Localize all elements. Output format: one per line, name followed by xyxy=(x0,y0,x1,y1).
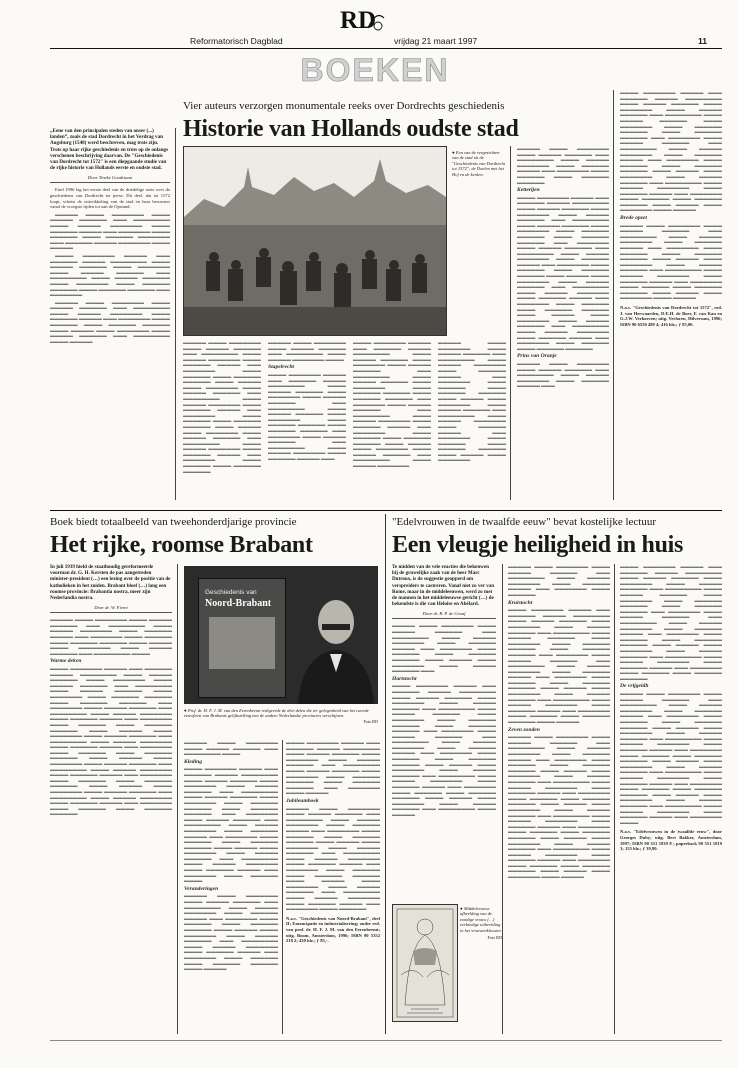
caption-bullet-icon: ● xyxy=(460,906,464,911)
article-dordrecht-body-col3: ▬▬▬▬▬ ▬▬▬▬ ▬▬▬▬▬▬▬ ▬▬▬▬ ▬▬▬▬▬ ▬▬▬▬▬▬ ▬▬▬ ▬▬▬▬▬▬▬▬ ▬▬▬▬ ▬▬▬▬▬ ▬▬▬▬▬▬▬ ▬▬▬▬ Stapelrecht ▬▬▬▬ ▬▬▬▬▬▬▬ ▬▬▬▬▬ ▬▬▬ ▬▬▬▬▬▬ ▬▬▬▬▬ ▬▬▬▬▬▬▬▬ ▬▬▬▬ ▬▬▬▬▬ ▬▬▬▬▬▬ ▬▬▬▬ ▬▬▬▬▬▬▬ ▬▬▬▬ ▬▬▬▬▬ ▬▬▬▬▬▬ ▬▬▬ ▬▬▬▬▬▬▬▬ ▬▬▬▬ ▬▬▬▬▬ ▬▬▬▬▬▬ ▬▬▬▬ ▬▬▬▬▬▬▬ ▬▬▬▬ ▬▬▬▬▬▬ ▬▬▬▬▬▬ ▬▬▬▬ ▬▬▬▬▬▬ ▬▬▬▬▬▬ ▬▬▬ ▬▬▬▬▬▬▬ ▬▬▬▬ ▬▬▬▬▬ ▬▬▬▬▬▬ ▬▬▬ ▬▬▬▬▬▬▬▬ ▬▬▬▬ ▬▬▬▬▬ ▬▬▬▬▬▬▬ ▬▬▬▬ ▬▬▬▬▬▬ ▬▬▬▬▬ ▬▬▬ xyxy=(268,340,346,461)
article-brabant-kicker: Boek biedt totaalbeeld van tweehonderdjarige provincie xyxy=(50,516,297,528)
article-edelvrouwen-book-info: N.a.v. "Edelvrouwen in de twaalfde eeuw", door Georges Duby; uitg. Bert Bakker, Amsterdam, 1997; ISBN 90 351 1839 8 ; paperback 90 351 1819 3; 155 blz.; ƒ 39,90. xyxy=(620,829,722,852)
article-separator xyxy=(385,514,386,1034)
book-cover-title: Noord-Brabant xyxy=(205,598,272,609)
article-brabant-body-col3: ▬▬▬▬ ▬▬▬▬▬▬▬ ▬▬▬▬▬ ▬▬▬ ▬▬▬▬▬▬ ▬▬▬▬▬ ▬▬▬▬▬▬▬▬ ▬▬▬▬ ▬▬▬▬▬ ▬▬▬▬▬▬ ▬▬▬▬ ▬▬▬▬▬▬▬ ▬▬▬▬ ▬▬▬▬▬ ▬▬▬▬▬▬ ▬▬▬ ▬▬▬▬▬▬▬▬ ▬▬▬▬ ▬▬▬▬▬ ▬▬▬▬▬▬ ▬▬▬▬ ▬▬▬▬▬▬▬ ▬▬▬▬ ▬▬▬▬▬▬ ▬▬▬▬▬▬ ▬▬▬▬ ▬▬▬▬▬▬ ▬▬▬▬▬▬ ▬▬▬ ▬▬▬▬▬▬▬ ▬▬▬▬ ▬▬▬▬▬ Jubileumboek ▬▬▬▬▬ ▬▬▬▬ ▬▬▬▬▬▬▬ ▬▬▬▬ ▬▬▬▬▬ ▬▬▬▬▬▬ ▬▬▬ ▬▬▬▬▬▬▬▬ ▬▬▬▬ ▬▬▬▬▬ ▬▬▬▬▬▬▬ ▬▬▬▬ ▬▬▬▬▬▬ ▬▬▬▬▬ ▬▬▬ ▬▬▬▬▬▬▬ ▬▬▬▬ ▬▬▬▬▬▬ ▬▬▬▬ ▬▬▬▬▬▬ ▬▬▬▬▬▬ ▬▬▬▬ ▬▬▬▬▬ ▬▬▬▬ ▬▬▬▬▬▬▬ ▬▬▬▬ ▬▬▬▬▬ ▬▬▬▬▬▬ ▬▬▬ ▬▬▬▬▬▬▬▬ ▬▬▬▬ ▬▬▬▬▬ ▬▬▬▬▬▬▬ ▬▬▬▬ ▬▬▬▬▬▬ ▬▬▬▬▬ ▬▬▬ ▬▬▬▬▬▬▬ ▬▬▬▬ ▬▬▬▬▬▬ ▬▬▬▬ ▬▬▬▬▬▬ ▬▬▬▬▬▬ ▬▬▬▬ ▬▬▬▬▬ ▬▬▬▬ ▬▬▬▬▬▬▬ ▬▬▬▬ ▬▬▬▬▬ ▬▬▬▬▬▬ ▬▬▬ ▬▬▬▬▬▬▬▬ ▬▬▬▬ ▬▬▬▬▬ ▬▬▬▬▬▬▬ ▬▬▬▬ ▬▬▬▬▬▬ ▬▬▬▬▬ ▬▬▬ ▬▬▬▬▬▬▬ ▬▬▬▬ ▬▬▬▬▬▬ N.a.v. "Geschiedenis van Noord-Brabant", deel II; Emancipatie en industrialisering; onder red. van prof. dr. H. F. J. M. van den Eerenbeemt; uitg. Boom, Amsterdam, 1996; ISBN 90 5352 218 2; 430 blz.; ƒ 85,-. xyxy=(286,740,380,944)
subhead: Stapelrecht xyxy=(268,364,295,371)
column-rule xyxy=(175,128,176,500)
article-dordrecht-headline: Historie van Hollands oudste stad xyxy=(183,116,519,142)
column-rule xyxy=(502,564,503,1034)
newspaper-logo xyxy=(338,4,386,34)
column-rule xyxy=(614,564,615,1034)
article-dordrecht xyxy=(50,90,722,510)
article-brabant xyxy=(50,514,380,1034)
article-edelvrouwen-body-col1: ▬▬▬▬▬ ▬▬▬▬ ▬▬▬▬▬▬▬ ▬▬▬▬ ▬▬▬▬▬ ▬▬▬▬▬▬ ▬▬▬ ▬▬▬▬▬▬▬▬ ▬▬▬▬ ▬▬▬▬▬ ▬▬▬▬▬▬▬ ▬▬▬▬ ▬▬▬▬▬▬ ▬▬▬▬▬ ▬▬▬ ▬▬▬▬▬▬▬ ▬▬▬▬ ▬▬▬▬▬▬ ▬▬▬▬ ▬▬▬▬▬▬ ▬▬▬▬▬▬ ▬▬▬▬ ▬▬▬▬▬ ▬▬▬▬ ▬▬▬▬▬▬▬ ▬▬▬▬ ▬▬▬▬▬ ▬▬▬▬▬▬ ▬▬▬ Hartstocht ▬▬▬▬ ▬▬▬▬▬▬▬ ▬▬▬▬▬ ▬▬▬ ▬▬▬▬▬▬ ▬▬▬▬▬ ▬▬▬▬▬▬▬▬ ▬▬▬▬ ▬▬▬▬▬ ▬▬▬▬▬▬ ▬▬▬▬ ▬▬▬▬▬▬▬ ▬▬▬▬ ▬▬▬▬▬ ▬▬▬▬▬▬ ▬▬▬ ▬▬▬▬▬▬▬▬ ▬▬▬▬ ▬▬▬▬▬ ▬▬▬▬▬▬ ▬▬▬▬ ▬▬▬▬▬▬▬ ▬▬▬▬ ▬▬▬▬▬▬ ▬▬▬▬▬▬ ▬▬▬▬ ▬▬▬▬▬▬ ▬▬▬▬▬▬ ▬▬▬ ▬▬▬▬▬▬▬ ▬▬▬▬ ▬▬▬▬▬ ▬▬▬▬▬▬ ▬▬▬ ▬▬▬▬▬▬▬▬ ▬▬▬▬ ▬▬▬▬▬ ▬▬▬▬▬▬▬ ▬▬▬▬ ▬▬▬▬▬▬ ▬▬▬▬▬ ▬▬▬ ▬▬▬▬▬▬▬ ▬▬▬▬ ▬▬▬▬▬▬ ▬▬▬▬ ▬▬▬▬▬▬ ▬▬▬▬▬▬ ▬▬▬▬ ▬▬▬▬▬ ▬▬▬▬ ▬▬▬▬▬▬▬ ▬▬▬▬ ▬▬▬▬▬ ▬▬▬▬▬▬ ▬▬▬ ▬▬▬▬▬▬▬▬ ▬▬▬▬ ▬▬▬▬▬ ▬▬▬▬▬▬▬ ▬▬▬▬ ▬▬▬▬▬▬ ▬▬▬▬▬ ▬▬▬ ▬▬▬▬▬▬▬ ▬▬▬▬ ▬▬▬▬▬▬ ▬▬▬▬ ▬▬▬▬▬▬ ▬▬▬▬▬▬ ▬▬▬▬ ▬▬▬▬▬ ▬▬▬▬ ▬▬▬▬▬▬▬ ▬▬▬▬ ▬▬▬▬▬ ▬▬▬▬▬▬ ▬▬▬ ▬▬▬▬▬▬▬▬ ▬▬▬▬ ▬▬▬▬▬ xyxy=(392,623,496,818)
subhead: Veranderingen xyxy=(184,885,219,892)
article-dordrecht-lead-column xyxy=(50,128,170,346)
article-dordrecht-body-col1: Eind 1996 lag het eerste deel van de driedelige serie over de geschiedenis van Dordrecht ter perse. Dit deel, dat tot 1572 loopt, schetst de ontwikkeling van de stad en haar bewoners vanaf de vroegste tijden tot aan de Opstand. ▬▬▬▬▬ ▬▬▬▬ ▬▬▬▬▬▬▬ ▬▬▬▬ ▬▬▬▬▬ ▬▬▬▬▬▬ ▬▬▬ ▬▬▬▬▬▬▬▬ ▬▬▬▬ ▬▬▬▬▬ ▬▬▬▬▬▬▬ ▬▬▬▬ ▬▬▬▬▬▬ ▬▬▬▬▬ ▬▬▬ ▬▬▬▬▬▬▬ ▬▬▬▬ ▬▬▬▬▬▬ ▬▬▬▬ ▬▬▬▬▬▬ ▬▬▬▬▬▬▬ ▬▬▬ ▬▬▬▬▬▬ ▬▬▬▬▬ ▬▬▬▬▬▬▬ ▬▬▬▬ ▬▬▬▬▬ ▬▬▬▬ ▬▬▬▬▬▬▬ ▬▬▬▬▬ ▬▬▬ ▬▬▬▬▬▬ ▬▬▬▬▬ ▬▬▬▬▬▬▬▬ ▬▬▬▬ ▬▬▬▬▬ ▬▬▬▬▬▬ ▬▬▬▬ ▬▬▬▬▬▬▬ ▬▬▬▬ ▬▬▬▬▬ ▬▬▬▬▬▬ ▬▬▬ ▬▬▬▬▬▬▬▬ ▬▬▬▬ ▬▬▬▬▬ ▬▬▬▬▬▬ ▬▬▬▬ ▬▬▬▬▬▬▬ ▬▬▬▬ ▬▬▬▬▬▬ ▬▬▬▬▬▬ ▬▬▬▬ ▬▬▬▬▬▬ ▬▬▬▬▬▬ ▬▬▬ ▬▬▬▬▬▬▬ ▬▬▬▬▬ ▬▬▬▬ ▬▬▬▬▬▬▬ ▬▬▬▬ ▬▬▬▬▬ ▬▬▬▬▬▬ ▬▬▬ ▬▬▬▬▬▬▬▬ ▬▬▬▬ ▬▬▬▬▬ ▬▬▬▬▬▬▬ ▬▬▬▬ ▬▬▬▬▬▬ ▬▬▬▬▬ ▬▬▬ ▬▬▬▬▬▬▬ ▬▬▬▬ ▬▬▬▬▬▬ ▬▬▬▬ ▬▬▬▬▬▬ ▬▬▬▬▬▬ ▬▬▬▬ ▬▬▬▬▬ ▬▬▬▬ ▬▬▬▬▬▬▬ ▬▬▬▬ ▬▬▬▬▬ ▬▬▬▬▬▬ ▬▬▬ ▬▬▬▬▬▬▬▬ ▬▬▬▬ ▬▬▬▬▬ xyxy=(50,187,170,344)
subhead: Ketterijen xyxy=(517,187,540,194)
caption-bullet-icon: ● xyxy=(452,150,456,155)
subhead: Kleding xyxy=(184,758,203,765)
article-dordrecht-kicker: Vier auteurs verzorgen monumentale reeks over Dordrechts geschiedenis xyxy=(183,100,505,112)
subhead: Warme deken xyxy=(50,658,82,665)
article-dordrecht-illustration xyxy=(183,146,447,336)
article-dordrecht-body-col2: ▬▬▬▬▬ ▬▬▬▬ ▬▬▬▬▬▬▬ ▬▬▬▬ ▬▬▬▬▬ ▬▬▬▬▬▬ ▬▬▬ ▬▬▬▬▬▬▬▬ ▬▬▬▬ ▬▬▬▬▬ ▬▬▬▬▬▬▬ ▬▬▬▬ ▬▬▬▬▬▬ ▬▬▬▬▬ ▬▬▬ ▬▬▬▬▬▬▬ ▬▬▬▬ ▬▬▬▬▬▬ ▬▬▬▬ ▬▬▬▬▬▬ ▬▬▬▬▬▬ ▬▬▬▬ ▬▬▬▬▬ ▬▬▬▬ ▬▬▬▬▬▬▬ ▬▬▬▬ ▬▬▬▬▬ ▬▬▬▬▬▬ ▬▬▬ ▬▬▬▬▬▬▬▬ ▬▬▬▬ ▬▬▬▬▬ ▬▬▬▬▬▬▬ ▬▬▬▬ ▬▬▬▬▬▬ ▬▬▬▬▬ ▬▬▬ ▬▬▬▬▬▬▬ ▬▬▬▬ ▬▬▬▬▬▬ ▬▬▬▬ ▬▬▬▬▬▬ ▬▬▬▬▬▬ ▬▬▬▬ ▬▬▬▬▬ ▬▬▬▬ ▬▬▬▬▬▬▬ ▬▬▬▬ ▬▬▬▬▬ ▬▬▬▬▬▬ ▬▬▬ ▬▬▬▬▬▬▬▬ ▬▬▬▬ ▬▬▬▬▬ ▬▬▬▬▬▬▬ ▬▬▬▬ ▬▬▬▬▬▬ ▬▬▬▬▬ ▬▬▬ ▬▬▬▬▬▬▬ ▬▬▬▬ ▬▬▬▬▬▬ ▬▬▬▬ ▬▬▬▬▬▬ ▬▬▬▬▬▬ xyxy=(183,340,261,474)
article-edelvrouwen-kicker: "Edelvrouwen in de twaalfde eeuw" bevat kostelijke lectuur xyxy=(392,516,657,528)
masthead-rule xyxy=(50,48,722,49)
article-dordrecht-body-col6: ▬▬▬▬▬ ▬▬▬▬ ▬▬▬▬▬▬▬ ▬▬▬▬ ▬▬▬▬▬ ▬▬▬▬▬▬ ▬▬▬ ▬▬▬▬▬▬▬▬ ▬▬▬▬ ▬▬▬▬▬ ▬▬▬▬▬▬▬ ▬▬▬▬ ▬▬▬▬▬▬ ▬▬▬▬▬ ▬▬▬ ▬▬▬▬▬▬▬ ▬▬▬▬ ▬▬▬▬▬▬ ▬▬▬▬ ▬▬▬▬▬▬ ▬▬▬▬▬▬ Ketterijen ▬▬▬▬ ▬▬▬▬▬▬▬ ▬▬▬▬▬ ▬▬▬ ▬▬▬▬▬▬ ▬▬▬▬▬ ▬▬▬▬▬▬▬▬ ▬▬▬▬ ▬▬▬▬▬ ▬▬▬▬▬▬ ▬▬▬▬ ▬▬▬▬▬▬▬ ▬▬▬▬ ▬▬▬▬▬ ▬▬▬▬▬▬ ▬▬▬ ▬▬▬▬▬▬▬▬ ▬▬▬▬ ▬▬▬▬▬ ▬▬▬▬▬▬ ▬▬▬▬ ▬▬▬▬▬▬▬ ▬▬▬▬ ▬▬▬▬▬▬ ▬▬▬▬▬▬ ▬▬▬▬ ▬▬▬▬▬▬ ▬▬▬▬▬▬ ▬▬▬ ▬▬▬▬▬▬▬ ▬▬▬▬ ▬▬▬▬▬ ▬▬▬▬▬▬ ▬▬▬ ▬▬▬▬▬▬▬▬ ▬▬▬▬ ▬▬▬▬▬ ▬▬▬▬▬▬▬ ▬▬▬▬ ▬▬▬▬▬▬ ▬▬▬▬▬ ▬▬▬ ▬▬▬▬▬▬▬ ▬▬▬▬ ▬▬▬▬▬▬ ▬▬▬▬ ▬▬▬▬▬▬ ▬▬▬▬▬▬ ▬▬▬▬ ▬▬▬▬▬ ▬▬▬▬ ▬▬▬▬▬▬▬ ▬▬▬▬ ▬▬▬▬▬ ▬▬▬▬▬▬ ▬▬▬ ▬▬▬▬▬▬▬▬ ▬▬▬▬ ▬▬▬▬▬ ▬▬▬▬▬▬▬ ▬▬▬▬ ▬▬▬▬▬▬ ▬▬▬▬▬ ▬▬▬ ▬▬▬▬▬▬▬ ▬▬▬▬ ▬▬▬▬▬▬ ▬▬▬▬ ▬▬▬▬▬▬ ▬▬▬▬▬▬ ▬▬▬▬ ▬▬▬▬▬ ▬▬▬▬ ▬▬▬▬▬▬▬ ▬▬▬▬ ▬▬▬▬▬ ▬▬▬▬▬▬ ▬▬▬ ▬▬▬▬▬▬▬▬ ▬▬▬▬ ▬▬▬▬▬ ▬▬▬▬▬▬▬ ▬▬▬▬ ▬▬▬▬▬▬ ▬▬▬▬▬ ▬▬▬ ▬▬▬▬▬▬▬ ▬▬▬▬ ▬▬▬▬▬▬ ▬▬▬▬ ▬▬▬▬▬▬ ▬▬▬▬▬▬ Prins van Oranje ▬▬▬▬▬ ▬▬▬▬ ▬▬▬▬▬▬▬ ▬▬▬▬ ▬▬▬▬▬ ▬▬▬▬▬▬ ▬▬▬ ▬▬▬▬▬▬▬▬ ▬▬▬▬ ▬▬▬▬▬ ▬▬▬▬▬▬▬ ▬▬▬▬ ▬▬▬▬▬▬ ▬▬▬▬▬ ▬▬▬ xyxy=(517,146,609,389)
article-edelvrouwen-lead-column xyxy=(392,564,496,873)
subhead: Prins van Oranje xyxy=(517,353,557,360)
article-dordrecht-body-col7: ▬▬▬▬ ▬▬▬▬▬▬▬ ▬▬▬▬▬ ▬▬▬ ▬▬▬▬▬▬ ▬▬▬▬▬ ▬▬▬▬▬▬▬▬ ▬▬▬▬ ▬▬▬▬▬ ▬▬▬▬▬▬ ▬▬▬▬ ▬▬▬▬▬▬▬ ▬▬▬▬ ▬▬▬▬▬ ▬▬▬▬▬▬ ▬▬▬ ▬▬▬▬▬▬▬▬ ▬▬▬▬ ▬▬▬▬▬ ▬▬▬▬▬▬ ▬▬▬▬ ▬▬▬▬▬▬▬ ▬▬▬▬ ▬▬▬▬▬▬ ▬▬▬▬▬▬ ▬▬▬▬ ▬▬▬▬▬▬ ▬▬▬▬▬▬ ▬▬▬ ▬▬▬▬▬▬▬ ▬▬▬▬ ▬▬▬▬▬ ▬▬▬▬▬▬ ▬▬▬ ▬▬▬▬▬▬▬▬ ▬▬▬▬ ▬▬▬▬▬ ▬▬▬▬▬▬▬ ▬▬▬▬ ▬▬▬▬▬▬ ▬▬▬▬▬ ▬▬▬ ▬▬▬▬▬▬▬ ▬▬▬▬ ▬▬▬▬▬▬ ▬▬▬▬ ▬▬▬▬▬▬ ▬▬▬▬▬▬ ▬▬▬▬ ▬▬▬▬▬ ▬▬▬▬ ▬▬▬▬▬▬▬ ▬▬▬▬ ▬▬▬▬▬ ▬▬▬▬▬▬ ▬▬▬ ▬▬▬▬▬▬▬▬ ▬▬▬▬ ▬▬▬▬▬ ▬▬▬▬▬▬▬ ▬▬▬▬ ▬▬▬▬▬▬ ▬▬▬▬▬ ▬▬▬ ▬▬▬▬▬▬▬ ▬▬▬▬ ▬▬▬▬▬▬ ▬▬▬▬ ▬▬▬▬▬▬ ▬▬▬▬▬▬ ▬▬▬▬ ▬▬▬▬▬ ▬▬▬▬ ▬▬▬▬▬▬▬ ▬▬▬▬ ▬▬▬▬▬ Brede opzet ▬▬▬▬▬ ▬▬▬▬ ▬▬▬▬▬▬▬ ▬▬▬▬ ▬▬▬▬▬ ▬▬▬▬▬▬ ▬▬▬ ▬▬▬▬▬▬▬▬ ▬▬▬▬ ▬▬▬▬▬ ▬▬▬▬▬▬▬ ▬▬▬▬ ▬▬▬▬▬▬ ▬▬▬▬▬ ▬▬▬ ▬▬▬▬▬▬▬ ▬▬▬▬ ▬▬▬▬▬▬ ▬▬▬▬ ▬▬▬▬▬▬ ▬▬▬▬▬▬ ▬▬▬▬ ▬▬▬▬▬ ▬▬▬▬ ▬▬▬▬▬▬▬ ▬▬▬▬ ▬▬▬▬▬ ▬▬▬▬▬▬ ▬▬▬ ▬▬▬▬▬▬▬▬ ▬▬▬▬ ▬▬▬▬▬ ▬▬▬▬▬▬▬ ▬▬▬▬ ▬▬▬▬▬▬ ▬▬▬▬▬ ▬▬▬ ▬▬▬▬▬▬▬ ▬▬▬▬ ▬▬▬▬▬▬ ▬▬▬▬ ▬▬▬▬▬▬ ▬▬▬▬▬▬ ▬▬▬▬ ▬▬▬▬▬ ▬▬▬▬ ▬▬▬▬▬▬▬ ▬▬▬▬ ▬▬▬▬▬ N.a.v. "Geschiedenis van Dordrecht tot 1572", red. J. van Herwaarden, D.E.H. de Boer, F. van Kan en G.J.W. Verhoeven; uitg. Verloren, Hilversum, 1996; ISBN 90 6550 489 4; 416 blz.; ƒ 85,00. xyxy=(620,90,722,327)
article-dordrecht-caption: ● Een van de vergezichten van de stad uit de "Geschiedenis van Dordrecht tot 1572": de Doelen met het Hof en de kerken. xyxy=(452,150,506,177)
issue-date: vrijdag 21 maart 1997 xyxy=(394,36,478,46)
page-number: 11 xyxy=(698,36,708,46)
subhead: Kruistocht xyxy=(508,599,533,606)
article-brabant-headline: Het rijke, roomse Brabant xyxy=(50,532,313,558)
article-edelvrouwen-caption: ● Middeleeuwse afbeelding van de zondige vrouw (…) eerbiedige uitbeelding in het vrouwenklooster. Foto RD xyxy=(460,906,502,941)
svg-text:RD: RD xyxy=(340,7,377,34)
article-brabant-caption: ● Prof. dr. H. F. J. M. van den Eerenbeemt redigeerde de drie delen die ter gelegenheid van het tweede eeuwfeest van Brabants gelijkstelling met de andere Nederlandse provincies verschijnen. Foto RD xyxy=(184,708,378,724)
column-rule xyxy=(613,90,614,500)
column-rule xyxy=(177,564,178,1034)
article-dordrecht-intro: „Eene van den principalen steden van onser (...) landen”, zoals de stad Dordrecht in het Verdrag van Augsburg (1548) werd beschreven, mag trots zijn. Trots op haar rijke geschiedenis en trots op de onlangs verschenen beschrijving daarvan. De "Geschiedenis van Dordrecht tot 1572" is een diepgaande studie van de rijke historie van Hollands eerste en oudste stad. xyxy=(50,128,169,172)
article-brabant-intro: In juli 1939 hield de staathoudig gereformeerde voorman dr. G. H. Kersten de pas aangetreden minister-president (…) een lezing over de positie van de katholieken in het zuiden. Brabant bleef (…) lang een roomse provincie: Brabantia nostra, meer zijn Nederlandia nostra. xyxy=(50,564,171,602)
article-edelvrouwen-headline: Een vleugje heiligheid in huis xyxy=(392,532,684,558)
section-divider xyxy=(50,510,722,511)
photo-credit: Foto RD xyxy=(487,935,502,941)
article-edelvrouwen-illustration xyxy=(392,904,458,1022)
book-cover-art xyxy=(209,617,275,669)
subhead: Brede opzet xyxy=(620,215,647,222)
section-banner xyxy=(300,52,450,88)
author-portrait xyxy=(292,588,376,704)
article-brabant-body-col2: ▬▬▬▬▬ ▬▬▬▬ ▬▬▬▬▬▬▬ ▬▬▬▬ ▬▬▬▬▬ ▬▬▬▬▬▬ ▬▬▬ ▬▬▬▬▬▬▬▬ ▬▬▬▬ Kleding ▬▬▬▬ ▬▬▬▬▬▬▬ ▬▬▬▬▬ ▬▬▬ ▬▬▬▬▬▬ ▬▬▬▬▬ ▬▬▬▬▬▬▬▬ ▬▬▬▬ ▬▬▬▬▬ ▬▬▬▬▬▬ ▬▬▬▬ ▬▬▬▬▬▬▬ ▬▬▬▬ ▬▬▬▬▬ ▬▬▬▬▬▬ ▬▬▬ ▬▬▬▬▬▬▬▬ ▬▬▬▬ ▬▬▬▬▬ ▬▬▬▬▬▬ ▬▬▬▬ ▬▬▬▬▬▬▬ ▬▬▬▬ ▬▬▬▬▬▬ ▬▬▬▬▬▬ ▬▬▬▬ ▬▬▬▬▬▬ ▬▬▬▬▬▬ ▬▬▬ ▬▬▬▬▬▬▬ ▬▬▬▬ ▬▬▬▬▬ ▬▬▬▬▬▬ ▬▬▬ ▬▬▬▬▬▬▬▬ ▬▬▬▬ ▬▬▬▬▬ ▬▬▬▬▬▬▬ ▬▬▬▬ ▬▬▬▬▬▬ ▬▬▬▬▬ ▬▬▬ ▬▬▬▬▬▬▬ ▬▬▬▬ ▬▬▬▬▬▬ ▬▬▬▬ ▬▬▬▬▬▬ ▬▬▬▬▬▬ ▬▬▬▬ ▬▬▬▬▬ ▬▬▬▬ ▬▬▬▬▬▬▬ ▬▬▬▬ ▬▬▬▬▬ ▬▬▬▬▬▬ ▬▬▬ ▬▬▬▬▬▬▬▬ ▬▬▬▬ ▬▬▬▬▬ ▬▬▬▬▬▬▬ ▬▬▬▬ ▬▬▬▬▬▬ ▬▬▬▬▬ ▬▬▬ ▬▬▬▬▬▬▬ ▬▬▬▬ ▬▬▬▬▬▬ ▬▬▬▬ Veranderingen ▬▬▬▬▬ ▬▬▬▬ ▬▬▬▬▬▬▬ ▬▬▬▬ ▬▬▬▬▬ ▬▬▬▬▬▬ ▬▬▬ ▬▬▬▬▬▬▬▬ ▬▬▬▬ ▬▬▬▬▬ ▬▬▬▬▬▬▬ ▬▬▬▬ ▬▬▬▬▬▬ ▬▬▬▬▬ ▬▬▬ ▬▬▬▬▬▬▬ ▬▬▬▬ ▬▬▬▬▬▬ ▬▬▬▬ ▬▬▬▬▬▬ ▬▬▬▬▬▬ ▬▬▬▬ ▬▬▬▬▬ ▬▬▬▬ ▬▬▬▬▬▬▬ ▬▬▬▬ ▬▬▬▬▬ ▬▬▬▬▬▬ ▬▬▬ ▬▬▬▬▬▬▬▬ ▬▬▬▬ ▬▬▬▬▬ ▬▬▬▬▬▬▬ ▬▬▬▬ ▬▬▬▬▬▬ ▬▬▬▬▬ ▬▬▬ ▬▬▬▬▬▬▬ ▬▬▬▬ ▬▬▬▬▬▬ ▬▬▬▬ ▬▬▬▬▬▬ ▬▬▬▬▬▬ ▬▬▬▬ ▬▬▬▬▬ xyxy=(184,740,278,972)
book-cover-photo xyxy=(184,566,378,704)
caption-bullet-icon: ● xyxy=(184,708,188,713)
article-edelvrouwen-body-col3: ▬▬▬▬ ▬▬▬▬▬▬▬ ▬▬▬▬▬ ▬▬▬ ▬▬▬▬▬▬ ▬▬▬▬▬ ▬▬▬▬▬▬▬▬ ▬▬▬▬ ▬▬▬▬▬ ▬▬▬▬▬▬ ▬▬▬▬ ▬▬▬▬▬▬▬ ▬▬▬▬ ▬▬▬▬▬ ▬▬▬▬▬▬ ▬▬▬ ▬▬▬▬▬▬▬▬ ▬▬▬▬ ▬▬▬▬▬ ▬▬▬▬▬▬ ▬▬▬▬ ▬▬▬▬▬▬▬ ▬▬▬▬ ▬▬▬▬▬▬ ▬▬▬▬▬▬ ▬▬▬▬ ▬▬▬▬▬▬ ▬▬▬▬▬▬ ▬▬▬ ▬▬▬▬▬▬▬ ▬▬▬▬ ▬▬▬▬▬ ▬▬▬▬▬▬ ▬▬▬ ▬▬▬▬▬▬▬▬ ▬▬▬▬ ▬▬▬▬▬ ▬▬▬▬▬▬▬ ▬▬▬▬ ▬▬▬▬▬▬ ▬▬▬▬▬ ▬▬▬ ▬▬▬▬▬▬▬ ▬▬▬▬ ▬▬▬▬▬▬ ▬▬▬▬ ▬▬▬▬▬▬ ▬▬▬▬▬▬ ▬▬▬▬ ▬▬▬▬▬ ▬▬▬▬ ▬▬▬▬▬▬▬ ▬▬▬▬ ▬▬▬▬▬ ▬▬▬▬▬▬ ▬▬▬ ▬▬▬▬▬▬▬▬ ▬▬▬▬ ▬▬▬▬▬ ▬▬▬▬▬▬▬ ▬▬▬▬ ▬▬▬▬▬▬ ▬▬▬▬▬ ▬▬▬ ▬▬▬▬▬▬▬ ▬▬▬▬ ▬▬▬▬▬▬ ▬▬▬▬ ▬▬▬▬▬▬ ▬▬▬▬▬▬ De vrijgeidh ▬▬▬▬▬ ▬▬▬▬ ▬▬▬▬▬▬▬ ▬▬▬▬ ▬▬▬▬▬ ▬▬▬▬▬▬ ▬▬▬ ▬▬▬▬▬▬▬▬ ▬▬▬▬ ▬▬▬▬▬ ▬▬▬▬▬▬▬ ▬▬▬▬ ▬▬▬▬▬▬ ▬▬▬▬▬ ▬▬▬ ▬▬▬▬▬▬▬ ▬▬▬▬ ▬▬▬▬▬▬ ▬▬▬▬ ▬▬▬▬▬▬ ▬▬▬▬▬▬ ▬▬▬▬ ▬▬▬▬▬ ▬▬▬▬ ▬▬▬▬▬▬▬ ▬▬▬▬ ▬▬▬▬▬ ▬▬▬▬▬▬ ▬▬▬ ▬▬▬▬▬▬▬▬ ▬▬▬▬ ▬▬▬▬▬ ▬▬▬▬▬▬▬ ▬▬▬▬ ▬▬▬▬▬▬ ▬▬▬▬▬ ▬▬▬ ▬▬▬▬▬▬▬ ▬▬▬▬ ▬▬▬▬▬▬ ▬▬▬▬ ▬▬▬▬▬▬ ▬▬▬▬▬▬ ▬▬▬▬ ▬▬▬▬▬ ▬▬▬▬ ▬▬▬▬▬▬▬ ▬▬▬▬ ▬▬▬▬▬ ▬▬▬▬▬▬ ▬▬▬ ▬▬▬▬▬▬▬▬ ▬▬▬▬ ▬▬▬▬▬ ▬▬▬▬▬▬▬ ▬▬▬▬ ▬▬▬▬▬▬ ▬▬▬▬▬ ▬▬▬ ▬▬▬▬▬▬▬ ▬▬▬▬ ▬▬▬▬▬▬ ▬▬▬▬ ▬▬▬▬▬▬ ▬▬▬▬▬▬ ▬▬▬▬ ▬▬▬▬▬ ▬▬▬▬ ▬▬▬▬▬▬▬ ▬▬▬▬ ▬▬▬▬▬ ▬▬▬▬▬▬ ▬▬▬ ▬▬▬▬▬▬▬▬ ▬▬▬▬ ▬▬▬▬▬ ▬▬▬▬▬▬▬ ▬▬▬▬ ▬▬▬▬▬▬ ▬▬▬▬▬ ▬▬▬ ▬▬▬▬▬▬▬ ▬▬▬▬ N.a.v. "Edelvrouwen in de twaalfde eeuw", door Georges Duby; uitg. Bert Bakker, Amsterdam, 1997; ISBN 90 351 1839 8 ; paperback 90 351 1819 3; 155 blz.; ƒ 39,90. xyxy=(620,564,722,852)
article-brabant-byline: Door dr. W. Fieret xyxy=(50,605,172,613)
subhead: De vrijgeidh xyxy=(620,683,649,690)
column-rule xyxy=(510,146,511,500)
subhead: Jubileumboek xyxy=(286,797,319,804)
article-edelvrouwen-body-col2: ▬▬▬▬▬ ▬▬▬▬ ▬▬▬▬▬▬▬ ▬▬▬▬ ▬▬▬▬▬ ▬▬▬▬▬▬ ▬▬▬ ▬▬▬▬▬▬▬▬ ▬▬▬▬ ▬▬▬▬▬ ▬▬▬▬▬▬▬ ▬▬▬▬ ▬▬▬▬▬▬ ▬▬▬▬▬ ▬▬▬ ▬▬▬▬▬▬▬ ▬▬▬▬ ▬▬▬▬▬▬ Kruistocht ▬▬▬▬ ▬▬▬▬▬▬▬ ▬▬▬▬▬ ▬▬▬ ▬▬▬▬▬▬ ▬▬▬▬▬ ▬▬▬▬▬▬▬▬ ▬▬▬▬ ▬▬▬▬▬ ▬▬▬▬▬▬ ▬▬▬▬ ▬▬▬▬▬▬▬ ▬▬▬▬ ▬▬▬▬▬ ▬▬▬▬▬▬ ▬▬▬ ▬▬▬▬▬▬▬▬ ▬▬▬▬ ▬▬▬▬▬ ▬▬▬▬▬▬ ▬▬▬▬ ▬▬▬▬▬▬▬ ▬▬▬▬ ▬▬▬▬▬▬ ▬▬▬▬▬▬ ▬▬▬▬ ▬▬▬▬▬▬ ▬▬▬▬▬▬ ▬▬▬ ▬▬▬▬▬▬▬ ▬▬▬▬ ▬▬▬▬▬ ▬▬▬▬▬▬ ▬▬▬ ▬▬▬▬▬▬▬▬ ▬▬▬▬ ▬▬▬▬▬ ▬▬▬▬▬▬▬ ▬▬▬▬ ▬▬▬▬▬▬ ▬▬▬▬▬ ▬▬▬ ▬▬▬▬▬▬▬ ▬▬▬▬ ▬▬▬▬▬▬ ▬▬▬▬ ▬▬▬▬▬▬ ▬▬▬▬▬▬ ▬▬▬▬ ▬▬▬▬▬ ▬▬▬▬ ▬▬▬▬▬▬▬ ▬▬▬▬ ▬▬▬▬▬ ▬▬▬▬▬▬ ▬▬▬ ▬▬▬▬▬▬▬▬ ▬▬▬▬ ▬▬▬▬▬ ▬▬▬▬▬▬▬ ▬▬▬▬ ▬▬▬▬▬▬ ▬▬▬▬▬ ▬▬▬ ▬▬▬▬▬▬▬ ▬▬▬▬ ▬▬▬▬▬▬ ▬▬▬▬ ▬▬▬▬▬▬ ▬▬▬▬▬▬ ▬▬▬▬ ▬▬▬▬▬ Zeven zonden ▬▬▬▬▬ ▬▬▬▬ ▬▬▬▬▬▬▬ ▬▬▬▬ ▬▬▬▬▬ ▬▬▬▬▬▬ ▬▬▬ ▬▬▬▬▬▬▬▬ ▬▬▬▬ ▬▬▬▬▬ ▬▬▬▬▬▬▬ ▬▬▬▬ ▬▬▬▬▬▬ ▬▬▬▬▬ ▬▬▬ ▬▬▬▬▬▬▬ ▬▬▬▬ ▬▬▬▬▬▬ ▬▬▬▬ ▬▬▬▬▬▬ ▬▬▬▬▬▬ ▬▬▬▬ ▬▬▬▬▬ ▬▬▬▬ ▬▬▬▬▬▬▬ ▬▬▬▬ ▬▬▬▬▬ ▬▬▬▬▬▬ ▬▬▬ ▬▬▬▬▬▬▬▬ ▬▬▬▬ ▬▬▬▬▬ ▬▬▬▬▬▬▬ ▬▬▬▬ ▬▬▬▬▬▬ ▬▬▬▬▬ ▬▬▬ ▬▬▬▬▬▬▬ ▬▬▬▬ ▬▬▬▬▬▬ ▬▬▬▬ ▬▬▬▬▬▬ ▬▬▬▬▬▬ ▬▬▬▬ ▬▬▬▬▬ ▬▬▬▬ ▬▬▬▬▬▬▬ ▬▬▬▬ ▬▬▬▬▬ ▬▬▬▬▬▬ ▬▬▬ ▬▬▬▬▬▬▬▬ ▬▬▬▬ ▬▬▬▬▬ ▬▬▬▬▬▬▬ ▬▬▬▬ ▬▬▬▬▬▬ ▬▬▬▬▬ ▬▬▬ ▬▬▬▬▬▬▬ ▬▬▬▬ ▬▬▬▬▬▬ ▬▬▬▬ ▬▬▬▬▬▬ ▬▬▬▬▬▬ ▬▬▬▬ ▬▬▬▬▬ ▬▬▬▬ ▬▬▬▬▬▬▬ ▬▬▬▬ ▬▬▬▬▬ ▬▬▬▬▬▬ ▬▬▬ ▬▬▬▬▬▬▬▬ ▬▬▬▬ ▬▬▬▬▬ ▬▬▬▬▬▬▬ ▬▬▬▬ ▬▬▬▬▬▬ ▬▬▬▬▬ ▬▬▬ ▬▬▬▬▬▬▬ ▬▬▬▬ ▬▬▬▬▬▬ ▬▬▬▬ ▬▬▬▬▬▬ ▬▬▬▬▬▬ ▬▬▬▬ ▬▬▬▬▬ ▬▬▬▬ ▬▬▬▬▬▬▬ ▬▬▬▬ ▬▬▬▬▬ xyxy=(508,564,610,880)
article-dordrecht-body-col5: ▬▬▬▬▬ ▬▬▬▬ ▬▬▬▬▬▬▬ ▬▬▬▬ ▬▬▬▬▬ ▬▬▬▬▬▬ ▬▬▬ ▬▬▬▬▬▬▬▬ ▬▬▬▬ ▬▬▬▬▬ ▬▬▬▬▬▬▬ ▬▬▬▬ ▬▬▬▬▬▬ ▬▬▬▬▬ ▬▬▬ ▬▬▬▬▬▬▬ ▬▬▬▬ ▬▬▬▬▬▬ ▬▬▬▬ ▬▬▬▬▬▬ ▬▬▬▬▬▬ ▬▬▬▬ ▬▬▬▬▬ ▬▬▬▬ ▬▬▬▬▬▬▬ ▬▬▬▬ ▬▬▬▬▬ ▬▬▬▬▬▬ ▬▬▬ ▬▬▬▬▬▬▬▬ ▬▬▬▬ ▬▬▬▬▬ ▬▬▬▬▬▬▬ ▬▬▬▬ ▬▬▬▬▬▬ ▬▬▬▬▬ ▬▬▬ ▬▬▬▬▬▬▬ ▬▬▬▬ ▬▬▬▬▬▬ ▬▬▬▬ ▬▬▬▬▬▬ ▬▬▬▬▬▬ ▬▬▬▬ ▬▬▬▬▬ ▬▬▬▬ ▬▬▬▬▬▬▬ xyxy=(438,340,506,463)
article-brabant-lead-column xyxy=(50,564,172,957)
article-brabant-body-col1: ▬▬▬▬▬ ▬▬▬▬ ▬▬▬▬▬▬▬ ▬▬▬▬ ▬▬▬▬▬ ▬▬▬▬▬▬ ▬▬▬ ▬▬▬▬▬▬▬▬ ▬▬▬▬ ▬▬▬▬▬ ▬▬▬▬▬▬▬ ▬▬▬▬ ▬▬▬▬▬▬ ▬▬▬▬▬ ▬▬▬ ▬▬▬▬▬▬▬ ▬▬▬▬ ▬▬▬▬▬▬ ▬▬▬▬ ▬▬▬▬▬▬ ▬▬▬▬▬▬ ▬▬▬▬ ▬▬▬▬▬ ▬▬▬▬ ▬▬▬▬▬▬▬ ▬▬▬▬ ▬▬▬▬▬ ▬▬▬▬▬▬ ▬▬▬ ▬▬▬▬▬▬▬▬ ▬▬▬▬ Warme deken ▬▬▬▬ ▬▬▬▬▬▬▬ ▬▬▬▬▬ ▬▬▬ ▬▬▬▬▬▬ ▬▬▬▬▬ ▬▬▬▬▬▬▬▬ ▬▬▬▬ ▬▬▬▬▬ ▬▬▬▬▬▬ ▬▬▬▬ ▬▬▬▬▬▬▬ ▬▬▬▬ ▬▬▬▬▬ ▬▬▬▬▬▬ ▬▬▬ ▬▬▬▬▬▬▬▬ ▬▬▬▬ ▬▬▬▬▬ ▬▬▬▬▬▬ ▬▬▬▬ ▬▬▬▬▬▬▬ ▬▬▬▬ ▬▬▬▬▬▬ ▬▬▬▬▬▬ ▬▬▬▬ ▬▬▬▬▬▬ ▬▬▬▬▬▬ ▬▬▬ ▬▬▬▬▬▬▬ ▬▬▬▬ ▬▬▬▬▬ ▬▬▬▬▬▬ ▬▬▬ ▬▬▬▬▬▬▬▬ ▬▬▬▬ ▬▬▬▬▬ ▬▬▬▬▬▬▬ ▬▬▬▬ ▬▬▬▬▬▬ ▬▬▬▬▬ ▬▬▬ ▬▬▬▬▬▬▬ ▬▬▬▬ ▬▬▬▬▬▬ ▬▬▬▬ ▬▬▬▬▬▬ ▬▬▬▬▬▬ ▬▬▬▬ ▬▬▬▬▬ ▬▬▬▬ ▬▬▬▬▬▬▬ ▬▬▬▬ ▬▬▬▬▬ ▬▬▬▬▬▬ ▬▬▬ ▬▬▬▬▬▬▬▬ ▬▬▬▬ ▬▬▬▬▬ ▬▬▬▬▬▬▬ ▬▬▬▬ ▬▬▬▬▬▬ ▬▬▬▬▬ ▬▬▬ ▬▬▬▬▬▬▬ ▬▬▬▬ ▬▬▬▬▬▬ ▬▬▬▬ ▬▬▬▬▬▬ ▬▬▬▬▬▬ ▬▬▬▬ ▬▬▬▬▬ ▬▬▬▬ ▬▬▬▬▬▬▬ ▬▬▬▬ ▬▬▬▬▬ ▬▬▬▬▬▬ ▬▬▬ ▬▬▬▬▬▬▬▬ ▬▬▬▬ ▬▬▬▬▬ ▬▬▬▬▬▬▬ ▬▬▬▬ ▬▬▬▬▬▬ ▬▬▬▬▬ ▬▬▬ ▬▬▬▬▬▬▬ ▬▬▬▬ ▬▬▬▬▬▬ ▬▬▬▬ ▬▬▬▬▬▬ ▬▬▬▬▬▬ ▬▬▬▬ ▬▬▬▬▬ ▬▬▬▬ ▬▬▬▬▬▬▬ ▬▬▬▬ ▬▬▬▬▬ ▬▬▬▬▬▬ ▬▬▬ ▬▬▬▬▬▬▬▬ ▬▬▬▬ ▬▬▬▬▬ ▬▬▬▬▬▬▬ ▬▬▬▬ ▬▬▬▬▬▬ ▬▬▬▬▬ ▬▬▬ ▬▬▬▬▬▬▬ ▬▬▬▬ ▬▬▬▬▬▬ ▬▬▬▬ ▬▬▬▬▬▬ ▬▬▬▬▬▬ xyxy=(50,617,172,817)
book-cover-title-small: Geschiedenis van xyxy=(205,589,257,596)
subhead: Zeven zonden xyxy=(508,726,540,733)
page-bottom-rule xyxy=(50,1040,722,1041)
section-title: BOEKEN xyxy=(300,52,450,88)
book-cover xyxy=(198,578,286,698)
article-dordrecht-book-info: N.a.v. "Geschiedenis van Dordrecht tot 1572", red. J. van Herwaarden, D.E.H. de Boer, F. van Kan en G.J.W. Verhoeven; uitg. Verloren, Hilversum, 1996; ISBN 90 6550 489 4; 416 blz.; ƒ 85,00. xyxy=(620,304,722,327)
article-dordrecht-body-col4: ▬▬▬▬ ▬▬▬▬▬▬▬ ▬▬▬▬▬ ▬▬▬ ▬▬▬▬▬▬ ▬▬▬▬▬ ▬▬▬▬▬▬▬▬ ▬▬▬▬ ▬▬▬▬▬ ▬▬▬▬▬▬ ▬▬▬▬ ▬▬▬▬▬▬▬ ▬▬▬▬ ▬▬▬▬▬ ▬▬▬▬▬▬ ▬▬▬ ▬▬▬▬▬▬▬▬ ▬▬▬▬ ▬▬▬▬▬ ▬▬▬▬▬▬ ▬▬▬▬ ▬▬▬▬▬▬▬ ▬▬▬▬ ▬▬▬▬▬▬ ▬▬▬▬▬▬ ▬▬▬▬ ▬▬▬▬▬▬ ▬▬▬▬▬▬ ▬▬▬ ▬▬▬▬▬▬▬ ▬▬▬▬ ▬▬▬▬▬ ▬▬▬▬▬▬ ▬▬▬ ▬▬▬▬▬▬▬▬ ▬▬▬▬ ▬▬▬▬▬ ▬▬▬▬▬▬▬ ▬▬▬▬ ▬▬▬▬▬▬ ▬▬▬▬▬ ▬▬▬ ▬▬▬▬▬▬▬ ▬▬▬▬ ▬▬▬▬▬▬ ▬▬▬▬ ▬▬▬▬▬▬ ▬▬▬▬▬▬ ▬▬▬▬ ▬▬▬▬▬ ▬▬▬▬ ▬▬▬▬▬▬▬ ▬▬▬▬ ▬▬▬▬▬ ▬▬▬▬▬▬ ▬▬▬ ▬▬▬▬▬▬▬▬ ▬▬▬▬ ▬▬▬▬▬ ▬▬▬▬▬▬▬ xyxy=(353,340,431,469)
article-edelvrouwen-intro: Te midden van de vele reacties die bekenwen bij de gruwelijke zaak van de heer Marc Dutroux, is de suggestie geopperd om verspreiders te castreren. Vanaf niet zo ver van Rome, maar in de middeleeuwen, werd zo met de mannen in het middeleeuwse gericht (…) de bekendste is die van Heloïse en Abélard. xyxy=(392,564,495,608)
article-edelvrouwen xyxy=(392,514,722,1034)
article-edelvrouwen-byline: Door dr. R. P. de Graaf xyxy=(392,611,496,619)
photo-credit: Foto RD xyxy=(363,718,378,724)
article-brabant-book-info: N.a.v. "Geschiedenis van Noord-Brabant", deel II; Emancipatie en industrialisering; onder red. van prof. dr. H. F. J. M. van den Eerenbeemt; uitg. Boom, Amsterdam, 1996; ISBN 90 5352 218 2; 430 blz.; ƒ 85,-. xyxy=(286,915,380,944)
article-dordrecht-byline: Door Tineke Goudriaan xyxy=(50,175,170,183)
paper-name: Reformatorisch Dagblad xyxy=(190,36,283,46)
subhead: Hartstocht xyxy=(392,675,417,682)
column-rule xyxy=(282,740,283,1034)
masthead xyxy=(0,0,738,96)
